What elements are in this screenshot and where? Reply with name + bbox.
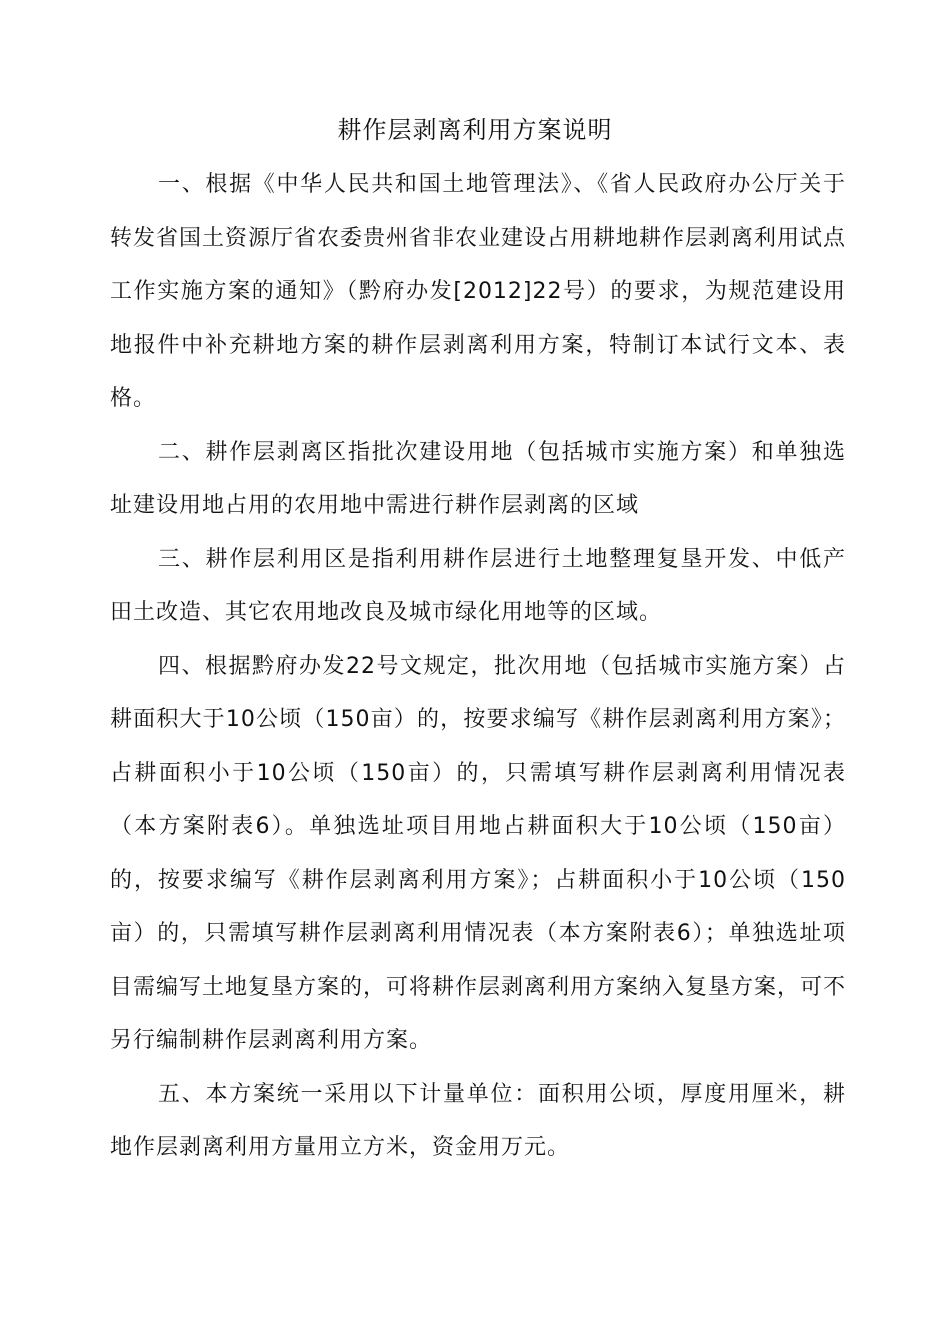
paragraph-5: 五、本方案统一采用以下计量单位：面积用公顷，厚度用厘米，耕地作层剥离利用方量用立方米，资金用万元。 xyxy=(110,1081,846,1160)
paragraph-2: 二、耕作层剥离区指批次建设用地（包括城市实施方案）和单独选址建设用地占用的农用地中需进行耕作层剥离的区域 xyxy=(110,439,846,518)
document-title: 耕作层剥离利用方案说明 xyxy=(337,116,613,144)
paragraph-3: 三、耕作层利用区是指利用耕作层进行土地整理复垦开发、中低产田土改造、其它农用地改良及城市绿化用地等的区域。 xyxy=(110,546,846,625)
paragraph-1: 一、根据《中华人民共和国土地管理法》、《省人民政府办公厅关于转发省国土资源厅省农委贵州省非农业建设占用耕地耕作层剥离利用试点工作实施方案的通知》（黔府办发[2012]22号）的要求，为规范建设用地报件中补充耕地方案的耕作层剥离利用方案，特制订本试行文本、表格。 xyxy=(110,172,847,411)
document-body xyxy=(110,158,846,1175)
paragraph-4: 四、根据黔府办发22号文规定，批次用地（包括城市实施方案）占耕面积大于10公顷（150亩）的，按要求编写《耕作层剥离利用方案》；占耕面积小于10公顷（150亩）的，只需填写耕作层剥离利用情况表（本方案附表6）。单独选址项目用地占耕面积大于10公顷（150亩）的，按要求编写《耕作层剥离利用方案》；占耕面积小于10公顷（150亩）的，只需填写耕作层剥离利用情况表（本方案附表6）；单独选址项目需编写土地复垦方案的，可将耕作层剥离利用方案纳入复垦方案，可不另行编制耕作层剥离利用方案。 xyxy=(110,653,847,1053)
